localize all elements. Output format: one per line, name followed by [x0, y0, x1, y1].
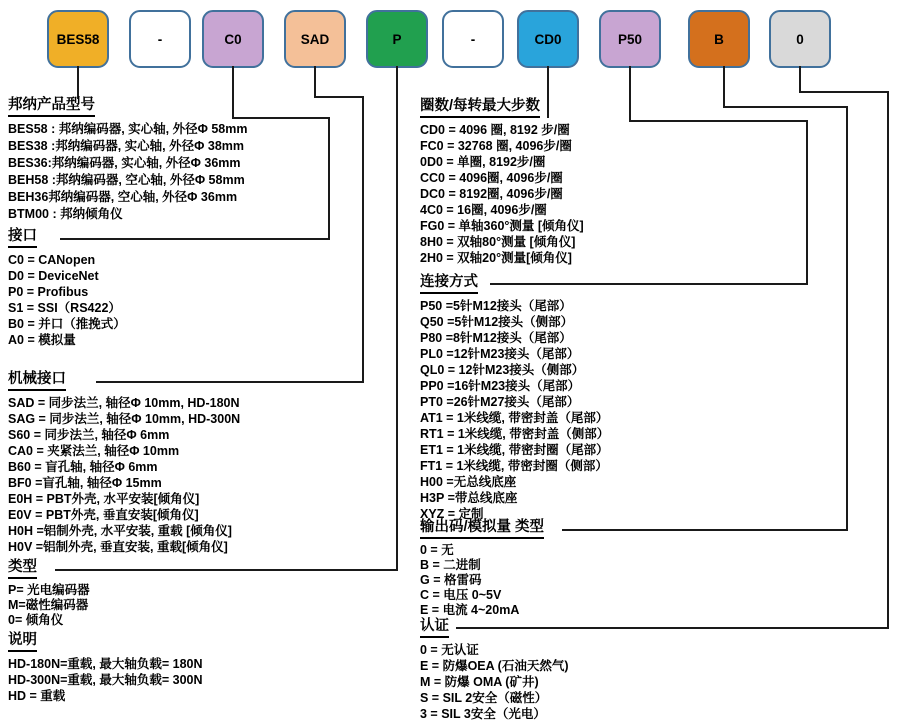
section-mech — [8, 370, 240, 555]
connector-bes58-product — [77, 66, 79, 99]
section-items — [8, 395, 240, 555]
legend-item: S1 = SSI（RS422） — [8, 301, 121, 315]
legend-item: P0 = Profibus — [8, 285, 89, 299]
legend-item: E = 电流 4~20mA — [420, 603, 520, 617]
legend-item: BTM00 : 邦纳倾角仪 — [8, 207, 123, 221]
connector-b-output — [562, 529, 848, 531]
section-title: 说明 — [8, 632, 37, 652]
section-items — [420, 122, 584, 266]
legend-item: B0 = 并口（推挽式） — [8, 317, 126, 331]
section-items — [8, 656, 203, 704]
code-box-label: CD0 — [534, 31, 562, 47]
section-items — [8, 583, 90, 628]
legend-item: 0= 倾角仪 — [8, 613, 64, 627]
legend-item: H3P =带总线底座 — [420, 491, 518, 505]
legend-item: PT0 =26针M27接头（尾部） — [420, 395, 580, 409]
legend-item: PP0 =16针M23接头（尾部） — [420, 379, 581, 393]
connector-sad-mech — [314, 96, 364, 98]
code-box-c0 — [202, 10, 264, 68]
code-box-label: B — [714, 31, 724, 47]
legend-item: M=磁性编码器 — [8, 598, 89, 612]
legend-item: BF0 =盲孔轴, 轴径Φ 15mm — [8, 476, 162, 490]
legend-item: AT1 = 1米线缆, 带密封盖（尾部） — [420, 411, 609, 425]
legend-item: BES38 :邦纳编码器, 实心轴, 外径Φ 38mm — [8, 139, 244, 153]
legend-item: S60 = 同步法兰, 轴径Φ 6mm — [8, 428, 170, 442]
legend-item: 8H0 = 双轴80°测量 [倾角仪] — [420, 235, 576, 249]
code-box-p50 — [599, 10, 661, 68]
legend-item: E = 防爆OEA (石油天然气) — [420, 659, 569, 673]
code-box-label: C0 — [224, 31, 242, 47]
legend-item: 0 = 无 — [420, 543, 454, 557]
legend-item: PL0 =12针M23接头（尾部） — [420, 347, 580, 361]
legend-item: HD = 重载 — [8, 689, 66, 703]
section-title: 类型 — [8, 559, 37, 579]
legend-item: CC0 = 4096圈, 4096步/圈 — [420, 171, 563, 185]
section-product — [8, 96, 247, 223]
legend-item: SAG = 同步法兰, 轴径Φ 10mm, HD-300N — [8, 412, 241, 426]
legend-item: 0 = 无认证 — [420, 643, 479, 657]
section-title: 认证 — [420, 618, 449, 638]
legend-item: S = SIL 2安全（磁性） — [420, 691, 548, 705]
legend-item: 2H0 = 双轴20°测量[倾角仪] — [420, 251, 572, 265]
legend-item: FC0 = 32768 圈, 4096步/圈 — [420, 139, 572, 153]
legend-item: BEH58 :邦纳编码器, 空心轴, 外径Φ 58mm — [8, 173, 245, 187]
section-interface — [8, 227, 126, 348]
connector-b-output — [846, 106, 848, 531]
section-output — [420, 518, 544, 618]
legend-item: CA0 = 夹紧法兰, 轴径Φ 10mm — [8, 444, 180, 458]
section-title: 邦纳产品型号 — [8, 97, 95, 117]
connector-p50-conn — [629, 66, 631, 122]
code-box-label: - — [157, 31, 163, 47]
legend-item: P50 =5针M12接头（尾部） — [420, 299, 572, 313]
connector-p-type — [396, 66, 398, 571]
code-box-label: 0 — [796, 31, 804, 47]
legend-item: P= 光电编码器 — [8, 583, 90, 597]
section-title: 圈数/每转最大步数 — [420, 98, 540, 118]
connector-0-cert — [799, 91, 889, 93]
section-title: 机械接口 — [8, 371, 66, 391]
legend-item: ET1 = 1米线缆, 带密封圈（尾部） — [420, 443, 609, 457]
connector-p50-conn — [806, 120, 808, 285]
legend-item: CD0 = 4096 圈, 8192 步/圈 — [420, 123, 570, 137]
connector-p50-conn — [629, 120, 808, 122]
legend-item: B = 二进制 — [420, 558, 481, 572]
legend-item: FT1 = 1米线缆, 带密封圈（侧部） — [420, 459, 608, 473]
legend-item: P80 =8针M12接头（尾部） — [420, 331, 572, 345]
code-box-b — [688, 10, 750, 68]
code-box-bes58 — [47, 10, 109, 68]
code-box-0 — [769, 10, 831, 68]
section-items — [420, 543, 544, 618]
legend-item: Q50 =5针M12接头（侧部） — [420, 315, 574, 329]
legend-item: DC0 = 8192圈, 4096步/圈 — [420, 187, 563, 201]
connector-0-cert — [799, 66, 801, 93]
connector-sad-mech — [362, 96, 364, 383]
connector-c0-interface — [328, 117, 330, 240]
legend-item: RT1 = 1米线缆, 带密封盖（侧部） — [420, 427, 610, 441]
connector-0-cert — [887, 91, 889, 629]
section-items — [420, 298, 609, 522]
legend-item: H0V =铝制外壳, 垂直安装, 重载[倾角仪] — [8, 540, 228, 554]
code-box-label: P50 — [617, 31, 643, 47]
legend-item: E0H = PBT外壳, 水平安装[倾角仪] — [8, 492, 200, 506]
legend-item: BEH36邦纳编码器, 空心轴, 外径Φ 36mm — [8, 190, 238, 204]
legend-item: D0 = DeviceNet — [8, 269, 99, 283]
section-title: 输出码/模拟量 类型 — [420, 519, 544, 539]
legend-item: H00 =无总线底座 — [420, 475, 517, 489]
section-title: 连接方式 — [420, 274, 478, 294]
legend-item: C0 = CANopen — [8, 253, 96, 267]
legend-item: SAD = 同步法兰, 轴径Φ 10mm, HD-180N — [8, 396, 240, 410]
legend-item: E0V = PBT外壳, 垂直安装[倾角仪] — [8, 508, 199, 522]
legend-item: FG0 = 单轴360°测量 [倾角仪] — [420, 219, 584, 233]
section-conn — [420, 273, 609, 522]
legend-item: HD-300N=重载, 最大轴负载= 300N — [8, 673, 203, 687]
section-type — [8, 558, 90, 628]
section-note — [8, 631, 203, 704]
legend-item: C = 电压 0~5V — [420, 588, 502, 602]
code-box-dash-1 — [129, 10, 191, 68]
connector-p-type — [55, 569, 398, 571]
code-box-cd0 — [517, 10, 579, 68]
section-items — [420, 642, 569, 722]
legend-item: G = 格雷码 — [420, 573, 482, 587]
section-items — [8, 252, 126, 348]
legend-item: M = 防爆 OMA (矿井) — [420, 675, 539, 689]
legend-item: BES36:邦纳编码器, 实心轴, 外径Φ 36mm — [8, 156, 241, 170]
legend-item: XYZ = 定制 — [420, 507, 484, 521]
legend-item: B60 = 盲孔轴, 轴径Φ 6mm — [8, 460, 158, 474]
code-box-label: - — [470, 31, 476, 47]
code-box-dash-2 — [442, 10, 504, 68]
legend-item: 3 = SIL 3安全（光电） — [420, 707, 546, 721]
code-box-label: BES58 — [56, 31, 100, 47]
code-box-sad — [284, 10, 346, 68]
section-turns — [420, 97, 584, 266]
legend-item: 0D0 = 单圈, 8192步/圈 — [420, 155, 546, 169]
section-items — [8, 121, 247, 223]
code-box-label: P — [392, 31, 402, 47]
legend-item: 4C0 = 16圈, 4096步/圈 — [420, 203, 547, 217]
legend-item: HD-180N=重载, 最大轴负载= 180N — [8, 657, 203, 671]
legend-item: A0 = 模拟量 — [8, 333, 76, 347]
code-box-label: SAD — [300, 31, 330, 47]
legend-item: BES58 : 邦纳编码器, 实心轴, 外径Φ 58mm — [8, 122, 248, 136]
section-cert — [420, 617, 569, 722]
connector-sad-mech — [314, 66, 316, 98]
legend-item: H0H =铝制外壳, 水平安装, 重载 [倾角仪] — [8, 524, 232, 538]
connector-b-output — [723, 66, 725, 108]
section-title: 接口 — [8, 228, 37, 248]
connector-b-output — [723, 106, 848, 108]
legend-item: QL0 = 12针M23接头（侧部） — [420, 363, 585, 377]
code-box-p — [366, 10, 428, 68]
